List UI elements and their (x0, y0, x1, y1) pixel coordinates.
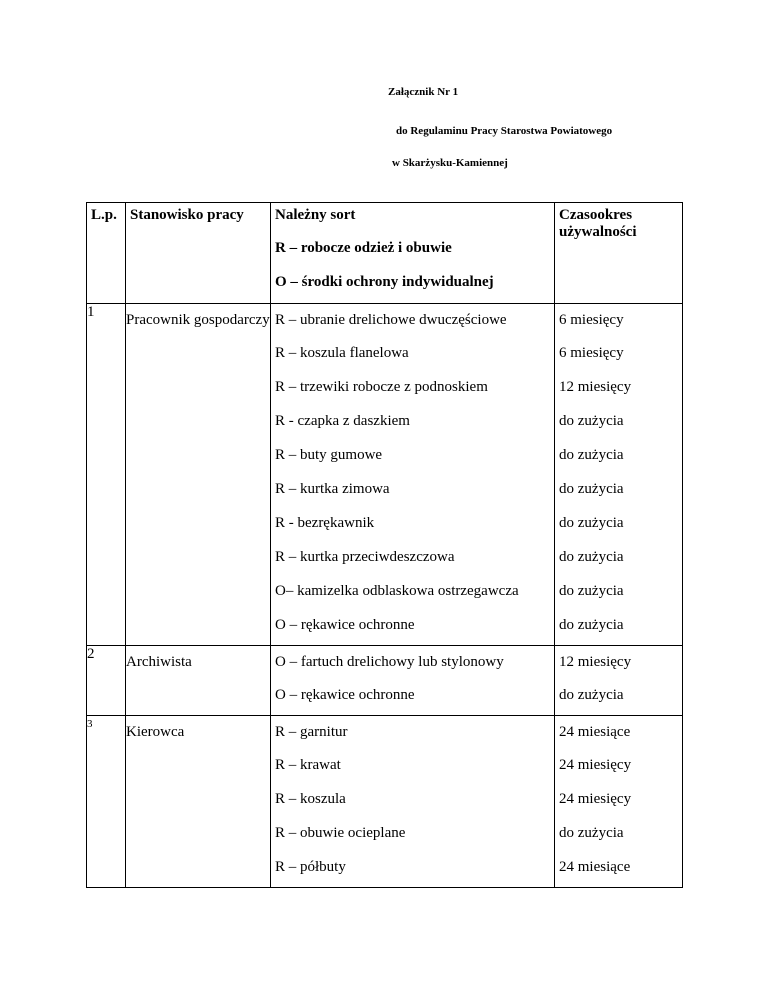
row-number-cell: 3 (87, 716, 126, 888)
table-header-row (87, 203, 683, 304)
period-item: 12 miesięcy (559, 654, 632, 670)
period-cell (555, 716, 683, 888)
header-cell-period (555, 203, 683, 304)
regulation-subtitle: do Regulaminu Pracy Starostwa Powiatowego (396, 125, 613, 137)
header-period-label: Czasookres używalności (559, 207, 637, 240)
sort-cell (271, 646, 555, 716)
sort-item: R – krawat (275, 757, 341, 773)
sort-cell (271, 304, 555, 646)
sort-item: R – półbuty (275, 859, 346, 875)
header-lp-label: L.p. (91, 207, 117, 223)
header-sort-title: Należny sort (275, 207, 356, 223)
row-number-cell: 2 (87, 646, 126, 716)
sort-item: R – koszula flanelowa (275, 345, 409, 361)
period-cell (555, 646, 683, 716)
sort-item: R – ubranie drelichowe dwuczęściowe (275, 312, 507, 328)
sort-item: R – koszula (275, 791, 346, 807)
period-item: 12 miesięcy (559, 379, 632, 395)
sort-item: R – buty gumowe (275, 447, 383, 463)
period-item: do zużycia (559, 413, 624, 429)
table-row (87, 304, 683, 646)
row-number-cell: 1 (87, 304, 126, 646)
office-location: w Skarżysku-Kamiennej (392, 157, 508, 169)
period-item: do zużycia (559, 549, 624, 565)
sort-item: R - czapka z daszkiem (275, 413, 410, 429)
table-row (87, 646, 683, 716)
period-item: 6 miesięcy (559, 345, 624, 361)
period-item: 24 miesiące (559, 724, 631, 740)
sort-item: R – kurtka zimowa (275, 481, 390, 497)
position-cell: Pracownik gospodarczy (126, 304, 271, 646)
period-cell (555, 304, 683, 646)
period-item: 24 miesiące (559, 859, 631, 875)
period-item: do zużycia (559, 583, 624, 599)
position-cell: Kierowca (126, 716, 271, 888)
sort-item: O – rękawice ochronne (275, 687, 415, 703)
table-row (87, 716, 683, 888)
sort-item: O– kamizelka odblaskowa ostrzegawcza (275, 583, 519, 599)
period-item: do zużycia (559, 687, 624, 703)
period-item: 6 miesięcy (559, 312, 624, 328)
period-item: do zużycia (559, 617, 624, 633)
period-item: do zużycia (559, 515, 624, 531)
sort-item: R - bezrękawnik (275, 515, 375, 531)
sort-cell (271, 716, 555, 888)
period-item: do zużycia (559, 447, 624, 463)
period-item: do zużycia (559, 825, 624, 841)
period-item: 24 miesięcy (559, 791, 632, 807)
header-cell-sort (271, 203, 555, 304)
period-item: 24 miesięcy (559, 757, 632, 773)
sort-item: R – garnitur (275, 724, 348, 740)
attachment-title: Załącznik Nr 1 (388, 86, 459, 98)
header-position-label: Stanowisko pracy (130, 207, 244, 223)
header-sort-o-legend: O – środki ochrony indywidualnej (275, 274, 494, 290)
position-cell: Archiwista (126, 646, 271, 716)
sort-item: R – trzewiki robocze z podnoskiem (275, 379, 488, 395)
header-cell-position (126, 203, 271, 304)
sort-item: O – fartuch drelichowy lub stylonowy (275, 654, 504, 670)
sort-item: R – obuwie ocieplane (275, 825, 406, 841)
sort-item: R – kurtka przeciwdeszczowa (275, 549, 455, 565)
period-item: do zużycia (559, 481, 624, 497)
header-cell-lp (87, 203, 126, 304)
clothing-allocation-table (86, 202, 683, 888)
sort-item: O – rękawice ochronne (275, 617, 415, 633)
header-sort-r-legend: R – robocze odzież i obuwie (275, 240, 452, 256)
